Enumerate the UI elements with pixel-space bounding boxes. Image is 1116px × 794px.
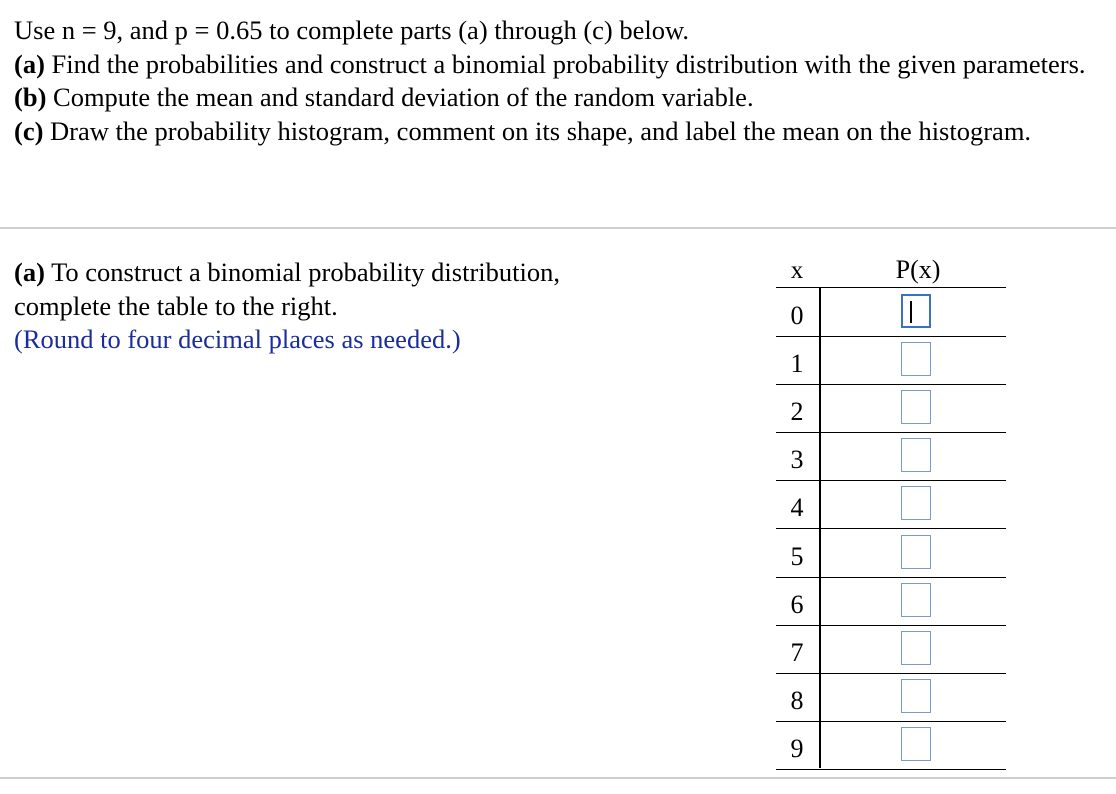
x-value: 9 (790, 733, 804, 763)
px-answer-input-7[interactable] (901, 631, 931, 665)
x-value: 2 (790, 397, 804, 427)
px-answer-input-2[interactable] (901, 390, 931, 424)
rounding-hint: (Round to four decimal places as needed.) (14, 324, 461, 354)
x-value: 0 (790, 301, 804, 330)
instruction-line2: complete the table to the right. (14, 290, 338, 321)
part-a-tag: (a) (14, 48, 45, 79)
px-answer-input-6[interactable] (901, 583, 931, 617)
text-cursor (910, 301, 912, 323)
part-b-prompt (14, 81, 1104, 115)
table-row (776, 288, 1006, 337)
part-b-text: Compute the mean and standard deviation of the random variable. (53, 82, 754, 112)
part-a-instructions (14, 256, 654, 357)
intro-text: Use n = 9, and p = 0.65 to complete parts (a) through (c) below. (14, 15, 690, 45)
table-row (776, 721, 1006, 770)
px-answer-input-0[interactable] (901, 294, 931, 328)
instruction-line1: To construct a binomial probability distribution, (51, 257, 560, 287)
part-a-text: Find the probabilities and construct a binomial probability distribution with the given parameters. (51, 48, 1086, 79)
table-row (776, 336, 1006, 385)
instruction-line (14, 256, 654, 290)
part-c-text: Draw the probability histogram, comment on its shape, and label the mean on the histogram. (50, 115, 1032, 146)
section-divider (0, 227, 1116, 229)
question-text (14, 14, 1104, 148)
table-row (776, 577, 1006, 626)
table-row (776, 625, 1006, 674)
px-answer-input-1[interactable] (901, 342, 931, 376)
px-answer-input-8[interactable] (901, 679, 931, 713)
px-answer-input-3[interactable] (901, 438, 931, 472)
px-answer-input-9[interactable] (901, 727, 931, 761)
part-c-prompt (14, 115, 1104, 149)
x-value: 3 (790, 445, 804, 475)
x-value: 8 (790, 685, 804, 715)
question-intro (14, 14, 1104, 48)
part-c-tag: (c) (14, 115, 44, 146)
px-column-header: P(x) (895, 255, 941, 284)
table-row (776, 480, 1006, 529)
px-answer-input-5[interactable] (901, 535, 931, 569)
instruction-line (14, 290, 654, 324)
table-header (776, 255, 1006, 288)
table-row (776, 673, 1006, 722)
x-value: 6 (790, 589, 804, 619)
px-answer-input-4[interactable] (901, 486, 931, 520)
part-b-tag: (b) (14, 82, 47, 112)
instruction-tag: (a) (14, 257, 45, 287)
table-row (776, 384, 1006, 433)
x-value: 1 (790, 349, 804, 379)
x-value: 5 (790, 541, 804, 571)
x-value: 7 (790, 637, 804, 667)
table-row (776, 432, 1006, 481)
x-column-header: x (790, 257, 804, 284)
part-a-prompt (14, 48, 1104, 82)
bottom-divider (0, 777, 1116, 779)
table-row (776, 529, 1006, 578)
x-value: 4 (790, 493, 804, 523)
